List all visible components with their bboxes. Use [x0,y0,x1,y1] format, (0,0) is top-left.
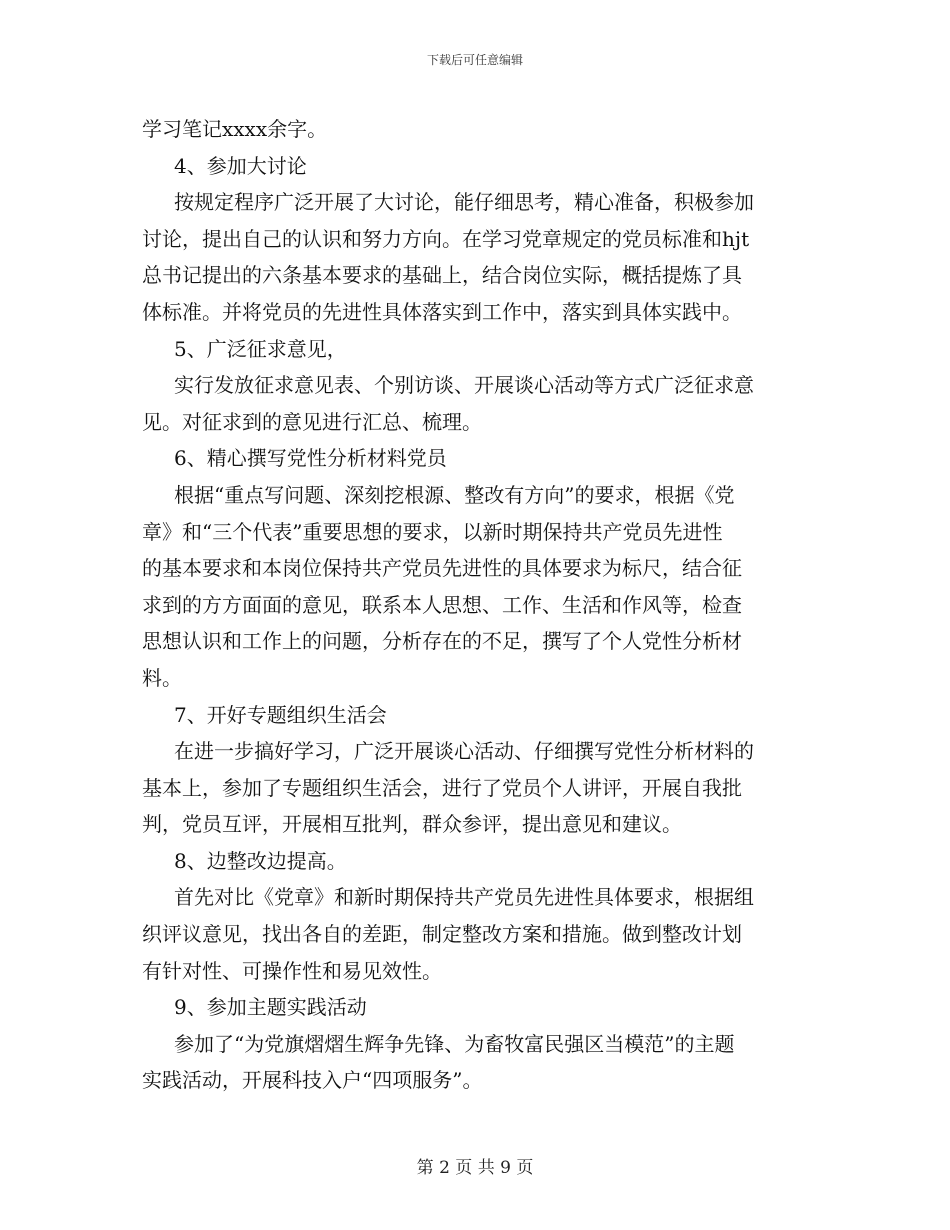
page-header: 下载后可任意编辑 [426,53,523,67]
text-line: 章》和“三个代表”重要思想的要求，以新时期保持共产党员先进性 [142,519,723,544]
text-line: 实行发放征求意见表、个别访谈、开展谈心活动等方式广泛征求意 [174,373,754,398]
text-line: 在进一步搞好学习，广泛开展谈心活动、仔细撰写党性分析材料的 [174,739,754,764]
text-line: 讨论，提出自己的认识和努力方向。在学习党章规定的党员标准和hjt [142,226,750,251]
text-line: 9、参加主题实践活动 [174,995,367,1020]
text-line: 料。 [142,665,182,690]
text-line: 根据“重点写问题、深刻挖根源、整改有方向”的要求，根据《党 [174,482,735,507]
document-body [142,111,810,1099]
text-line: 按规定程序广泛开展了大讨论，能仔细思考，精心准备，积极参加 [174,190,754,215]
text-line: 参加了“为党旗熠熠生辉争先锋、为畜牧富民强区当模范”的主题 [174,1031,735,1056]
text-line: 4、参加大讨论 [174,153,307,178]
text-line: 判，党员互评，开展相互批判，群众参评，提出意见和建议。 [142,812,682,837]
text-line: 8、边整改边提高。 [174,848,347,873]
text-line: 7、开好专题组织生活会 [174,702,387,727]
text-line: 学习笔记xxxx余字。 [142,117,328,141]
text-line: 思想认识和工作上的问题，分析存在的不足，撰写了个人党性分析材 [142,629,742,654]
text-line: 6、精心撰写党性分析材料党员 [174,446,447,471]
text-line: 织评议意见，找出各自的差距，制定整改方案和措施。做到整改计划 [142,922,742,947]
text-line: 体标准。并将党员的先进性具体落实到工作中，落实到具体实践中。 [142,299,742,324]
text-line: 的基本要求和本岗位保持共产党员先进性的具体要求为标尺，结合征 [142,556,742,581]
text-line: 求到的方方面面的意见，联系本人思想、工作、生活和作风等，检查 [142,592,742,617]
text-line: 总书记提出的六条基本要求的基础上，结合岗位实际，概括提炼了具 [142,263,742,288]
text-line: 基本上，参加了专题组织生活会，进行了党员个人讲评，开展自我批 [142,775,742,800]
page-footer: 第 2 页 共 9 页 [416,1158,534,1178]
text-line: 有针对性、可操作性和易见效性。 [142,958,442,983]
text-line: 5、广泛征求意见， [174,336,347,361]
text-line: 见。对征求到的意见进行汇总、梳理。 [142,409,482,434]
text-line: 首先对比《党章》和新时期保持共产党员先进性具体要求，根据组 [174,885,754,910]
text-line: 实践活动，开展科技入户“四项服务”。 [142,1068,483,1093]
